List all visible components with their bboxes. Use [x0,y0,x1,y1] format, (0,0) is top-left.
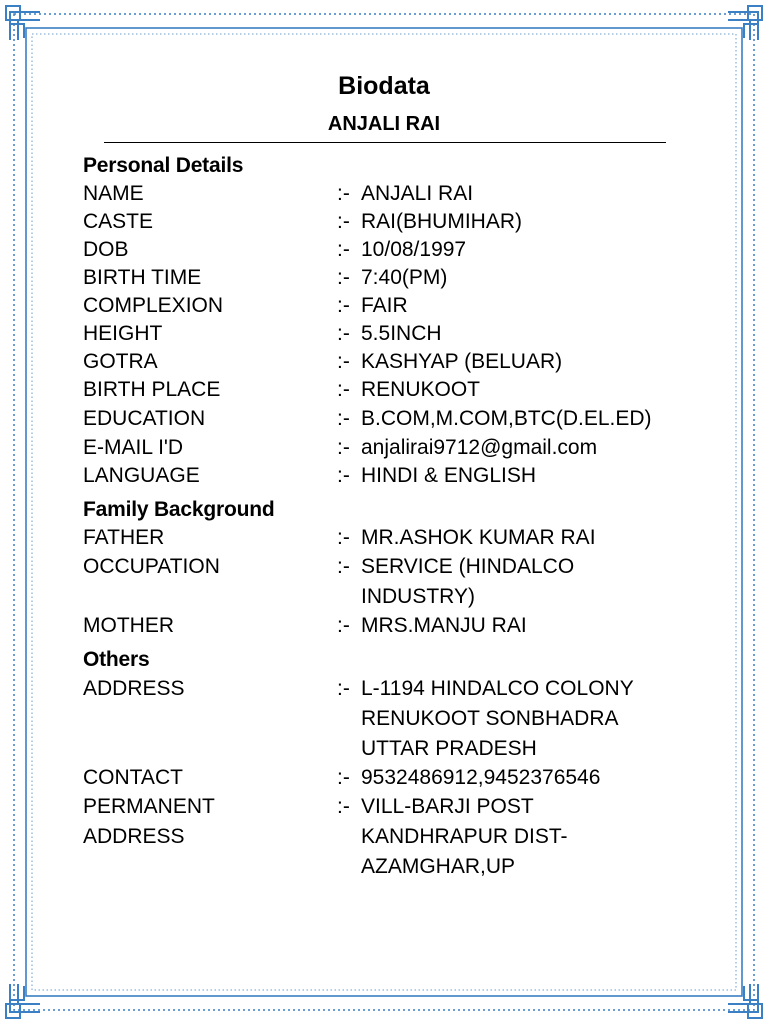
field-label: COMPLEXION [83,294,224,317]
field-label: OCCUPATION [83,555,220,578]
field-separator: :- [337,677,350,700]
section-title: Family Background [83,498,275,521]
field-separator: :- [337,795,350,818]
field-value: 10/08/1997 [361,238,467,261]
field-value: ANJALI RAI [361,182,474,205]
biodata-content [83,152,723,882]
field-separator: :- [337,464,350,487]
field-value: anjalirai9712@gmail.com [361,436,598,459]
field-row [83,376,723,404]
field-row [83,674,723,764]
field-label: EDUCATION [83,407,206,430]
field-value: 5.5INCH [361,322,442,345]
field-separator: :- [337,210,350,233]
field-label: PERMANENT ADDRESS [83,795,215,848]
field-value: RENUKOOT [361,378,481,401]
field-label: ADDRESS [83,677,185,700]
field-value: VILL-BARJI POST KANDHRAPUR DIST-AZAMGHAR,UP [361,795,568,878]
section-family-background [83,496,723,640]
field-value: 7:40(PM) [361,266,448,289]
field-separator: :- [337,322,350,345]
field-value: MRS.MANJU RAI [361,614,527,637]
field-label: E-MAIL I'D [83,436,184,459]
field-row [83,180,723,208]
field-value: KASHYAP (BELUAR) [361,350,563,373]
section-personal-details [83,152,723,490]
field-value: 9532486912,9452376546 [361,766,601,789]
field-separator: :- [337,766,350,789]
field-separator: :- [337,266,350,289]
field-row [83,764,723,792]
field-separator: :- [337,407,350,430]
field-label: CONTACT [83,766,183,789]
field-label: CASTE [83,210,154,233]
field-row [83,320,723,348]
field-separator: :- [337,526,350,549]
field-separator: :- [337,294,350,317]
field-value: RAI(BHUMIHAR) [361,210,522,233]
field-label: FATHER [83,526,165,549]
field-value: B.COM,M.COM,BTC(D.EL.ED) [361,407,652,430]
field-row [83,236,723,264]
field-separator: :- [337,614,350,637]
section-title: Personal Details [83,154,244,177]
field-value: MR.ASHOK KUMAR RAI [361,526,596,549]
field-row [83,264,723,292]
section-others [83,646,723,882]
field-separator: :- [337,182,350,205]
field-label: GOTRA [83,350,158,373]
field-value: FAIR [361,294,408,317]
field-row [83,208,723,236]
field-value: L-1194 HINDALCO COLONY RENUKOOT SONBHADRA UTTAR PRADESH [361,677,634,760]
heading-divider [104,142,666,143]
field-separator: :- [337,436,350,459]
field-label: DOB [83,238,129,261]
name-heading: ANJALI RAI [327,113,441,135]
field-separator: :- [337,350,350,373]
field-row [83,434,723,462]
field-label: BIRTH PLACE [83,378,221,401]
field-separator: :- [337,555,350,578]
field-label: BIRTH TIME [83,266,202,289]
field-row [83,292,723,320]
field-row [83,462,723,490]
field-value: HINDI & ENGLISH [361,464,537,487]
field-row [83,404,723,434]
field-row [83,348,723,376]
field-label: HEIGHT [83,322,163,345]
field-separator: :- [337,378,350,401]
field-label: NAME [83,182,144,205]
field-row [83,612,723,640]
field-label: MOTHER [83,614,174,637]
field-label: LANGUAGE [83,464,200,487]
field-value: SERVICE (HINDALCO INDUSTRY) [361,555,575,608]
field-row [83,552,723,612]
field-separator: :- [337,238,350,261]
section-title: Others [83,648,150,671]
field-row [83,792,723,882]
document-title: Biodata [338,72,430,100]
field-row [83,524,723,552]
